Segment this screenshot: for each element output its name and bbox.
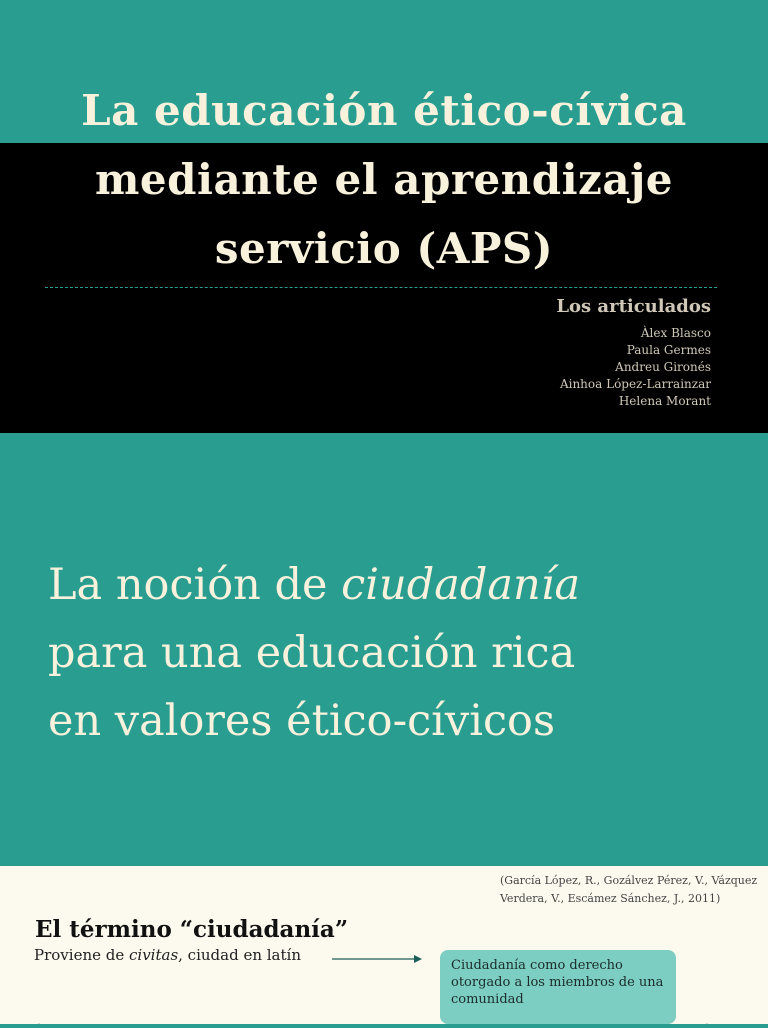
heading-emphasis: ciudadanía <box>341 560 581 610</box>
heading-line-3: en valores ético-cívicos <box>48 696 556 746</box>
title-line-3: servicio (APS) <box>214 224 554 273</box>
definition-box: Ciudadanía como derecho otorgado a los miembros de una comunidad <box>440 950 676 1024</box>
arrow-right-icon <box>332 952 422 966</box>
origin-prefix: Proviene de <box>34 946 129 964</box>
heading-line-1-prefix: La noción de <box>48 560 342 610</box>
content-slide <box>0 866 768 1028</box>
title-line-2: mediante el aprendizaje <box>94 155 674 204</box>
author-name: Ainhoa López-Larrainzar <box>559 377 711 391</box>
origin-text <box>34 946 301 964</box>
section-heading <box>48 551 580 755</box>
heading-line-2: para una educación rica <box>48 628 576 678</box>
origin-emphasis: civitas <box>129 946 179 964</box>
title-line-1: La educación ético-cívica <box>81 86 687 135</box>
author-name: Paula Germes <box>626 343 711 357</box>
presentation-title <box>0 76 768 283</box>
author-name: Helena Morant <box>618 394 711 408</box>
group-name: Los articulados <box>556 296 711 317</box>
origin-suffix: , ciudad en latín <box>178 946 301 964</box>
slide-title: El término “ciudadanía” <box>35 916 349 943</box>
author-name: Àlex Blasco <box>640 326 711 340</box>
section-slide <box>0 433 768 866</box>
dashed-divider <box>45 287 717 288</box>
dot-decoration: · <box>706 1021 708 1028</box>
dot-decoration: · <box>38 1021 40 1028</box>
author-list <box>560 325 711 410</box>
author-name: Andreu Gironés <box>615 360 711 374</box>
citation: (García López, R., Gozálvez Pérez, V., Vázquez Verdera, V., Escámez Sánchez, J., 2011) <box>500 874 758 905</box>
title-slide <box>0 0 768 433</box>
